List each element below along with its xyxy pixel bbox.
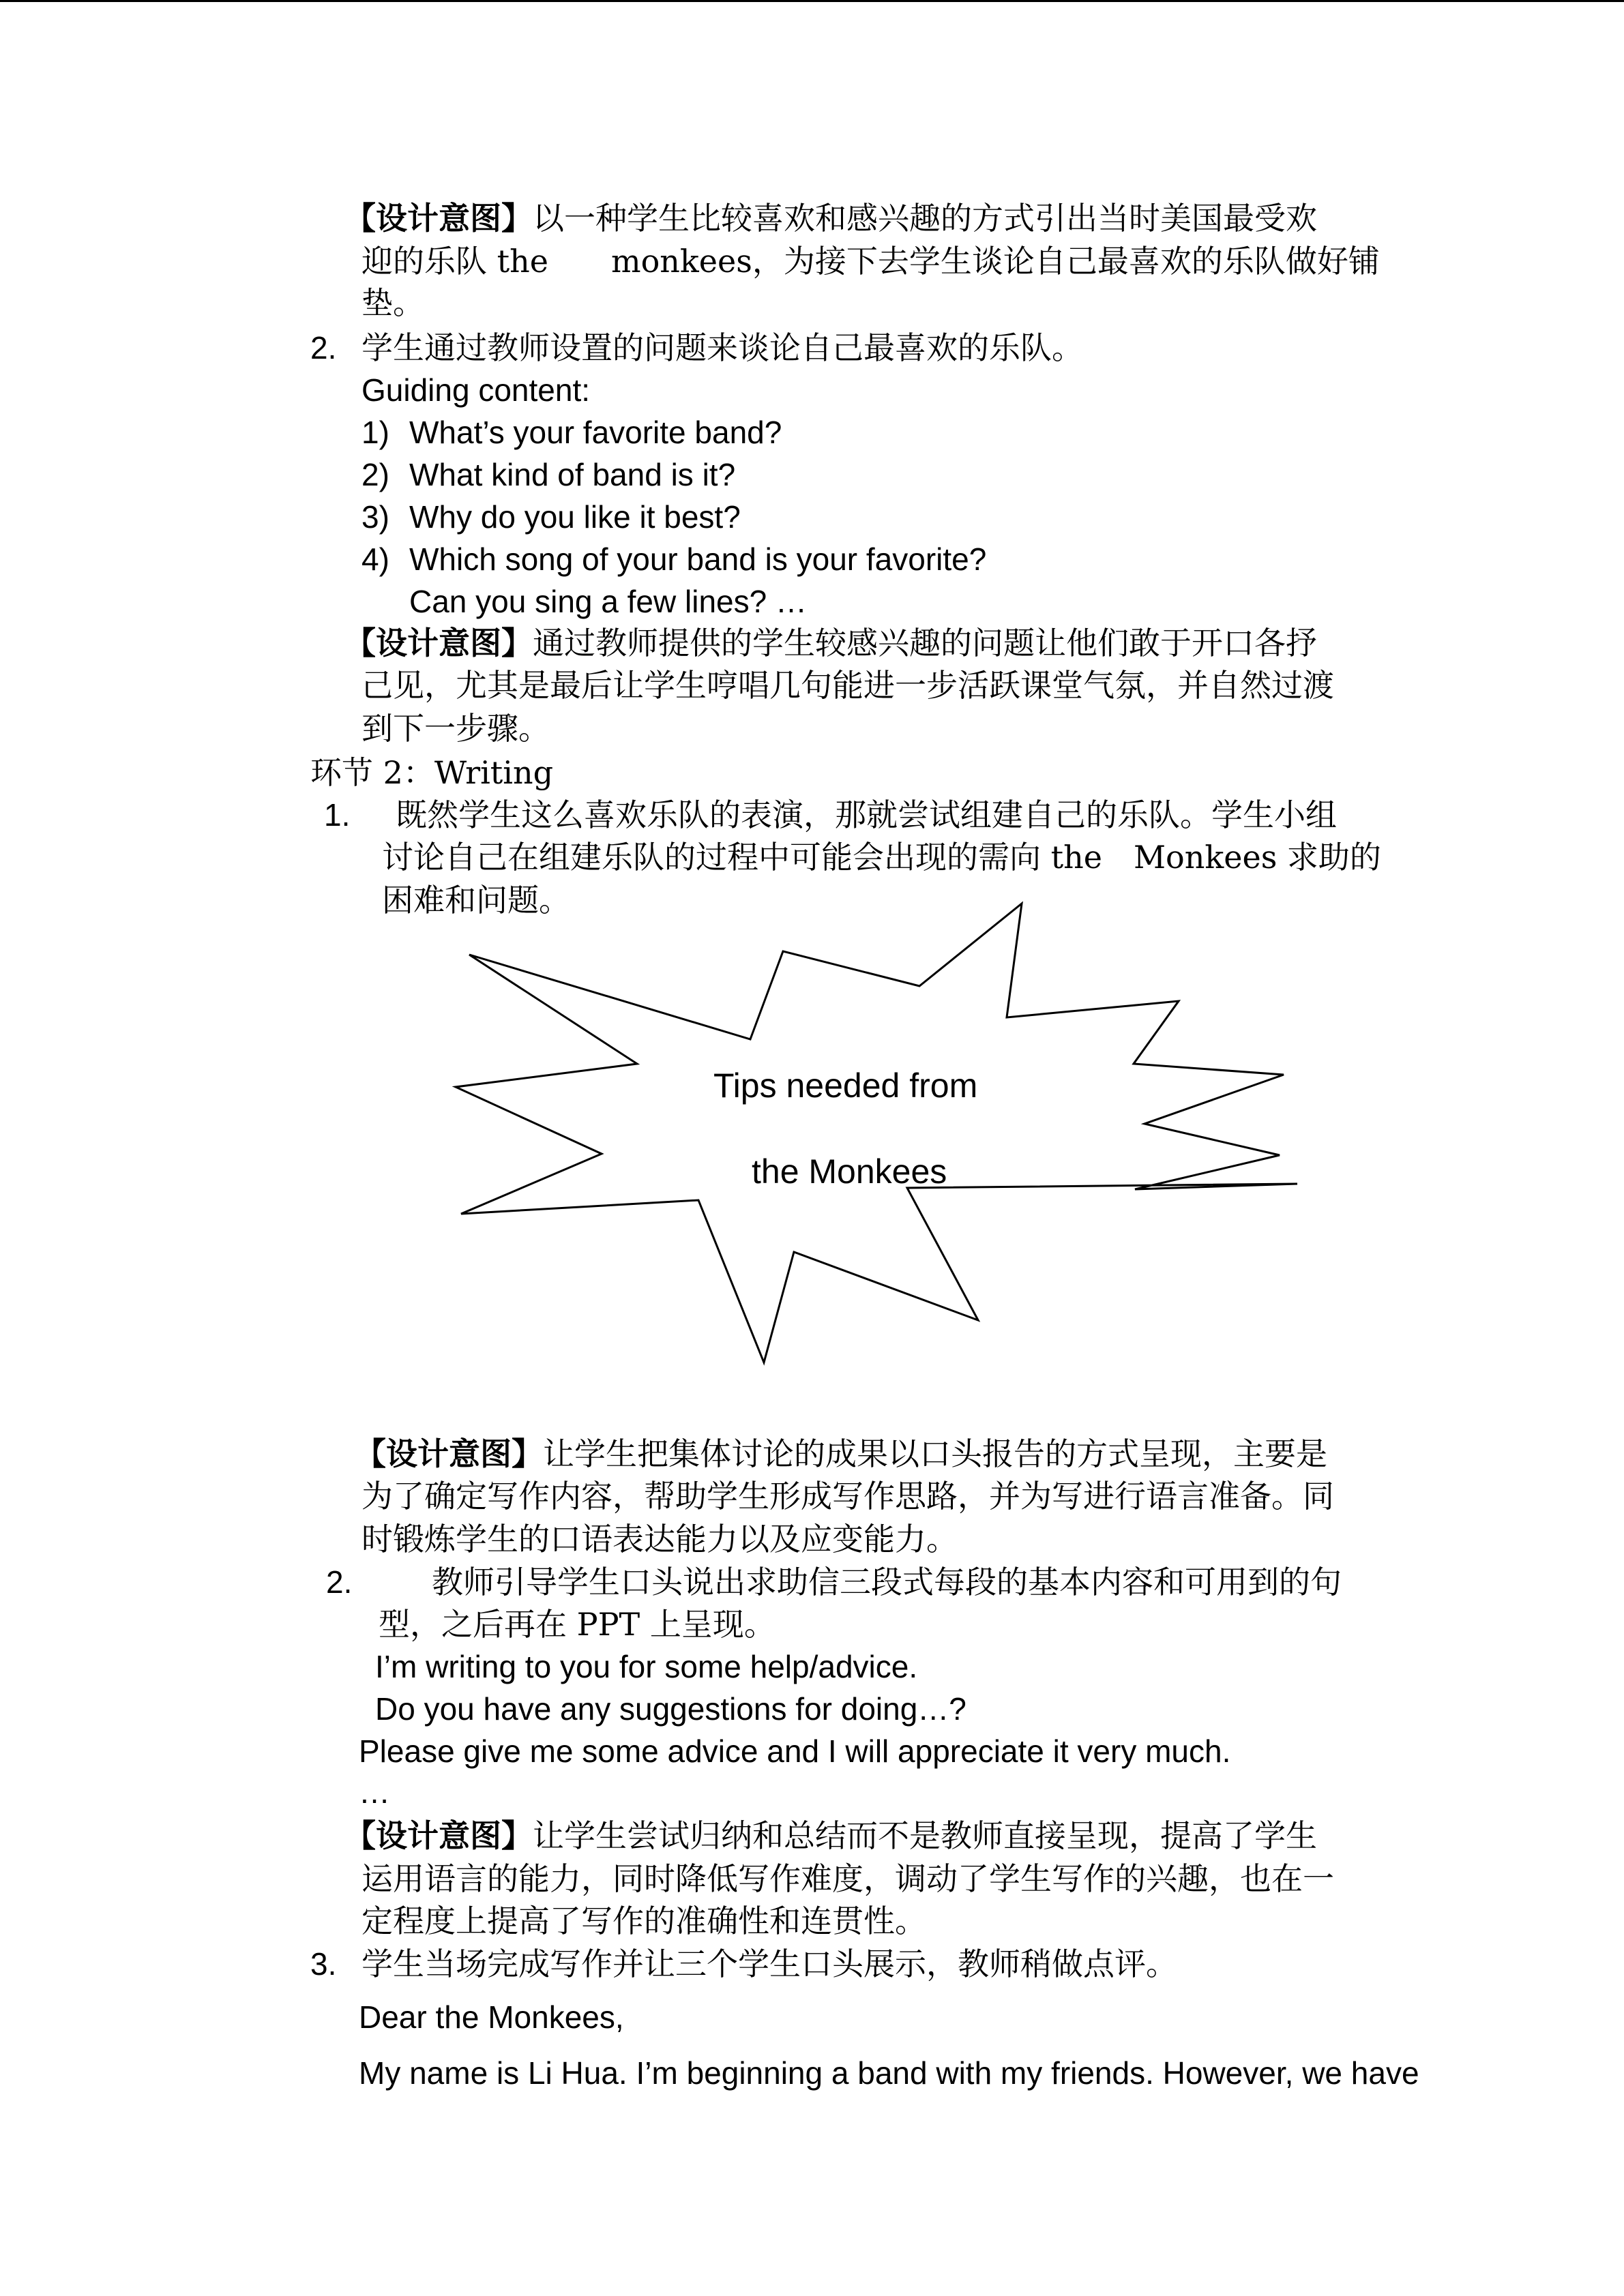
starburst-shape bbox=[450, 900, 1316, 1371]
design-intent-4-line-1: 【设计意图】让学生尝试归纳和总结而不是教师直接呈现，提高了学生 bbox=[344, 1817, 1317, 1854]
starburst-outline bbox=[456, 904, 1297, 1362]
letter-body-line-1: My name is Li Hua. I’m beginning a band with my friends. However, we have bbox=[359, 2055, 1419, 2091]
sentence-pattern-3: Please give me some advice and I will appreciate it very much. bbox=[359, 1733, 1231, 1769]
guiding-content-label: Guiding content: bbox=[361, 372, 591, 408]
writing-step-1-line-1: 既然学生这么喜欢乐队的表演，那就尝试组建自己的乐队。学生小组 bbox=[396, 796, 1337, 833]
writing-step-1-line-3: 困难和问题。 bbox=[382, 882, 570, 919]
page-top-border bbox=[0, 0, 1624, 2]
design-intent-2-line-2: 己见，尤其是最后让学生哼唱几句能进一步活跃课堂气氛，并自然过渡 bbox=[361, 667, 1334, 704]
writing-step-1-line-2: 讨论自己在组建乐队的过程中可能会出现的需向 the Monkees 求助的 bbox=[382, 839, 1381, 876]
starburst-text-line-2: the Monkees bbox=[752, 1152, 947, 1191]
question-2-number: 2) bbox=[361, 457, 389, 492]
design-intent-2-line-1: 【设计意图】通过教师提供的学生较感兴趣的问题让他们敢于开口各抒 bbox=[344, 625, 1317, 661]
design-intent-4-line-2: 运用语言的能力，同时降低写作难度，调动了学生写作的兴趣，也在一 bbox=[361, 1860, 1334, 1897]
sentence-pattern-1: I’m writing to you for some help/advice. bbox=[375, 1649, 918, 1684]
starburst-text-line-1: Tips needed from bbox=[713, 1067, 978, 1105]
question-4-text: Which song of your band is your favorite? bbox=[409, 541, 987, 577]
design-intent-3-line-2: 为了确定写作内容，帮助学生形成写作思路，并为写进行语言准备。同 bbox=[361, 1478, 1334, 1515]
step-2-text: 学生通过教师设置的问题来谈论自己最喜欢的乐队。 bbox=[361, 329, 1083, 366]
question-1-number: 1) bbox=[361, 415, 389, 450]
writing-step-2-line-1: 教师引导学生口头说出求助信三段式每段的基本内容和可用到的句 bbox=[432, 1564, 1342, 1600]
letter-greeting: Dear the Monkees, bbox=[359, 1999, 624, 2035]
design-intent-1-line-2: 迎的乐队 the monkees，为接下去学生谈论自己最喜欢的乐队做好铺 bbox=[361, 243, 1380, 280]
writing-step-2-number: 2. bbox=[326, 1564, 353, 1600]
design-intent-1-line-3: 垫。 bbox=[361, 284, 424, 321]
question-2-text: What kind of band is it? bbox=[409, 457, 736, 492]
section-2-heading: 环节 2：Writing bbox=[310, 754, 554, 791]
design-intent-1-line-1: 【设计意图】以一种学生比较喜欢和感兴趣的方式引出当时美国最受欢 bbox=[344, 200, 1317, 237]
writing-step-1-number: 1. bbox=[324, 797, 351, 833]
writing-step-3-number: 3. bbox=[310, 1946, 337, 1982]
design-intent-label: 【设计意图】 bbox=[355, 1435, 543, 1472]
writing-step-3-text: 学生当场完成写作并让三个学生口头展示，教师稍做点评。 bbox=[361, 1945, 1177, 1982]
design-intent-2-line-3: 到下一步骤。 bbox=[361, 710, 550, 747]
design-intent-label: 【设计意图】 bbox=[344, 200, 533, 237]
question-3-text: Why do you like it best? bbox=[409, 499, 741, 535]
question-4-continuation: Can you sing a few lines? … bbox=[409, 584, 807, 619]
design-intent-4-line-3: 定程度上提高了写作的准确性和连贯性。 bbox=[361, 1903, 926, 1939]
design-intent-3-line-1: 【设计意图】让学生把集体讨论的成果以口头报告的方式呈现，主要是 bbox=[355, 1435, 1327, 1472]
sentence-pattern-2: Do you have any suggestions for doing…? bbox=[375, 1691, 966, 1727]
design-intent-label: 【设计意图】 bbox=[344, 625, 533, 661]
step-2-number: 2. bbox=[310, 330, 337, 366]
sentence-pattern-ellipsis: … bbox=[359, 1774, 390, 1810]
design-intent-label: 【设计意图】 bbox=[344, 1817, 533, 1854]
question-4-number: 4) bbox=[361, 541, 389, 577]
question-1-text: What’s your favorite band? bbox=[409, 415, 782, 450]
question-3-number: 3) bbox=[361, 499, 389, 535]
design-intent-3-line-3: 时锻炼学生的口语表达能力以及应变能力。 bbox=[361, 1521, 958, 1557]
writing-step-2-line-2: 型，之后再在 PPT 上呈现。 bbox=[379, 1606, 776, 1643]
